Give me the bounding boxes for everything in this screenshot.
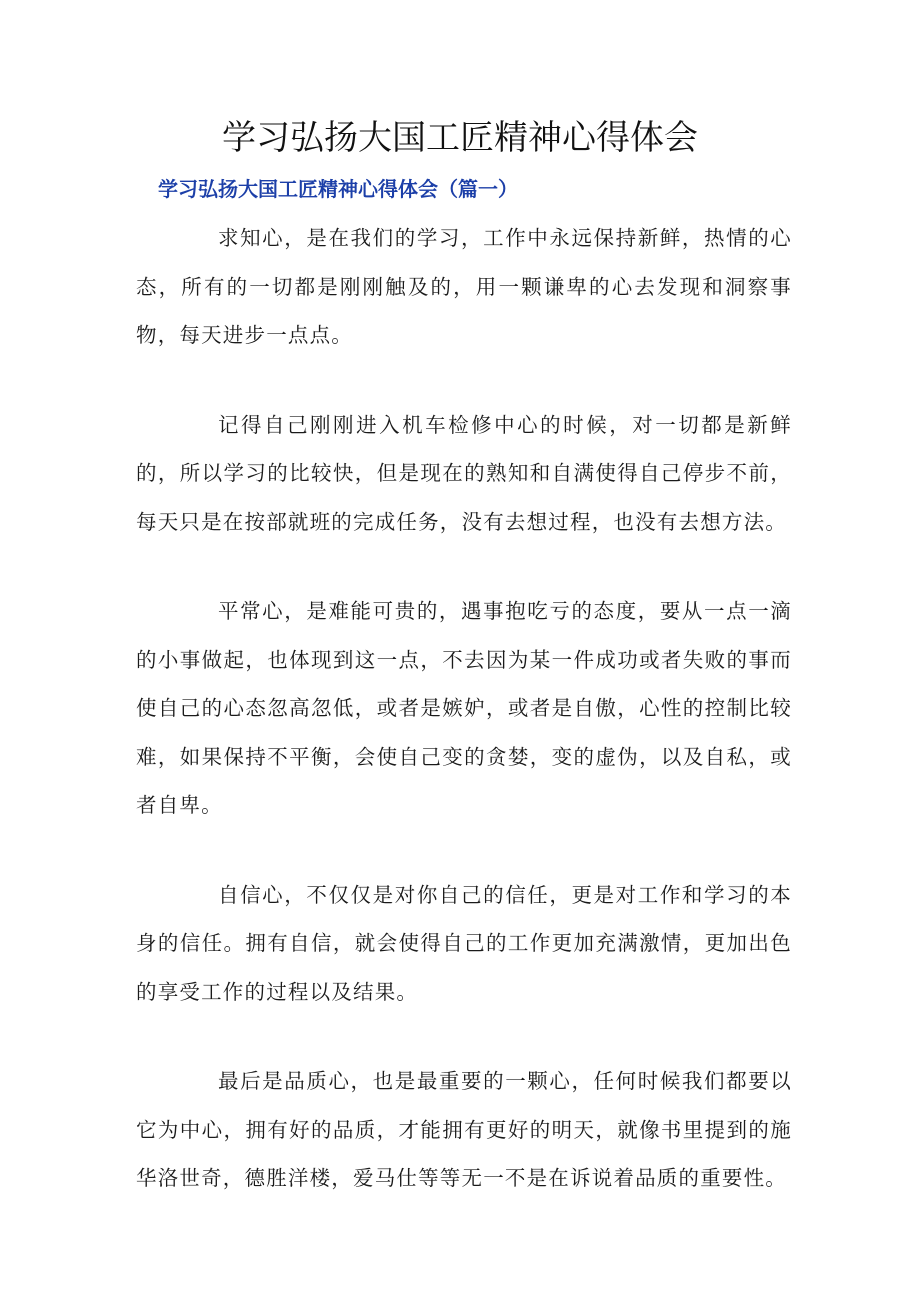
paragraph-quality: 最后是品质心，也是最重要的一颗心，任何时候我们都要以它为中心，拥有好的品质，才能拥有更好的明天，就像书里提到的施华洛世奇，德胜洋楼，爱马仕等等无一不是在诉说着品质的重要性。 — [136, 1069, 792, 1190]
paragraph-equanimity: 平常心，是难能可贵的，遇事抱吃亏的态度，要从一点一滴的小事做起，也体现到这一点，不去因为某一件成功或者失败的事而使自己的心态忽高忽低，或者是嫉妒，或者是自傲，心性的控制比较难，如果保持不平衡，会使自己变的贪婪，变的虚伪，以及自私，或者自卑。 — [136, 599, 792, 817]
section-heading: 学习弘扬大国工匠精神心得体会（篇一） — [158, 177, 518, 201]
paragraph-memory: 记得自己刚刚进入机车检修中心的时候，对一切都是新鲜的，所以学习的比较快，但是现在的熟知和自满使得自己停步不前，每天只是在按部就班的完成任务，没有去想过程，也没有去想方法。 — [136, 412, 792, 534]
document-body — [136, 214, 792, 1244]
paragraph-curiosity: 求知心，是在我们的学习，工作中永远保持新鲜，热情的心态，所有的一切都是刚刚触及的，用一颗谦卑的心去发现和洞察事物，每天进步一点点。 — [136, 226, 792, 347]
paragraph-confidence: 自信心，不仅仅是对你自己的信任，更是对工作和学习的本身的信任。拥有自信，就会使得自己的工作更加充满激情，更加出色的享受工作的过程以及结果。 — [136, 882, 792, 1004]
document-title: 学习弘扬大国工匠精神心得体会 — [222, 118, 698, 158]
